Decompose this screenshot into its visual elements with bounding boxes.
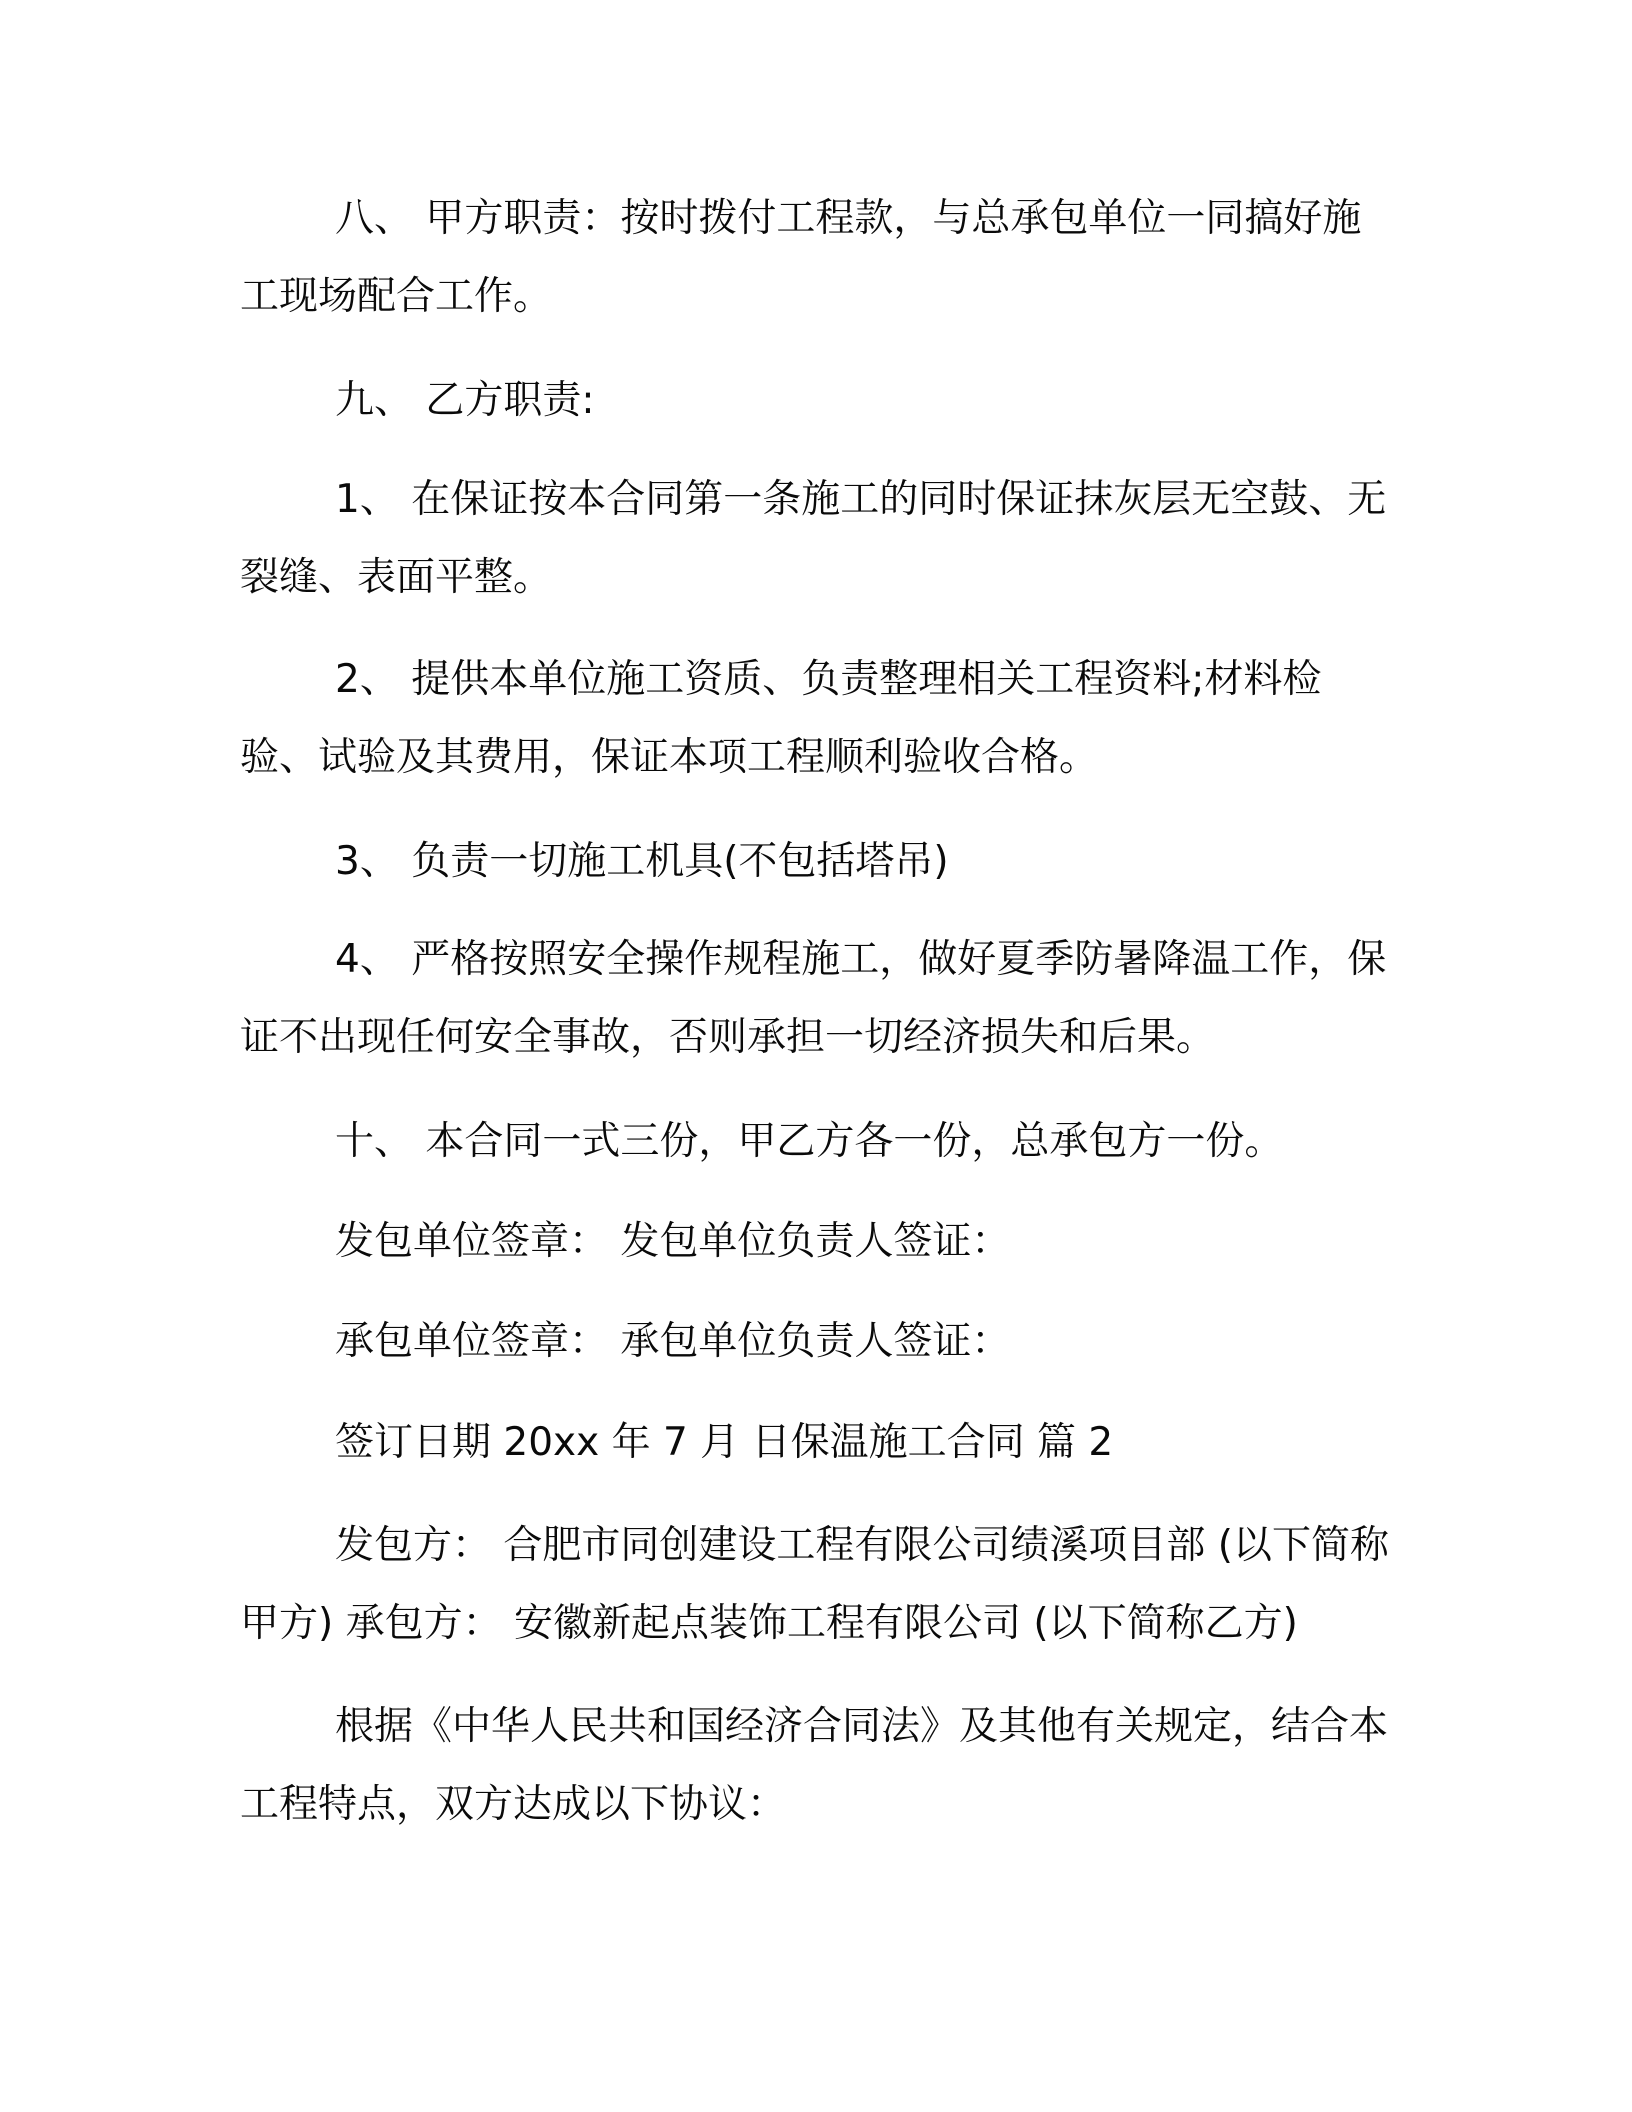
- clause-9-item-3: 3、 负责一切施工机具(不包括塔吊): [335, 839, 949, 884]
- clause-10-copies: 十、 本合同一式三份，甲乙方各一份，总承包方一份。: [335, 1119, 1284, 1164]
- signing-date-line: 签订日期 20xx 年 7 月 日保温施工合同 篇 2: [335, 1420, 1114, 1465]
- clause-9-item-4: 4、 严格按照安全操作规程施工，做好夏季防暑降温工作，保证不出现任何安全事故，否则承担一切经济损失和后果。: [240, 937, 1387, 1060]
- clause-9-item-2: 2、 提供本单位施工资质、负责整理相关工程资料;材料检验、试验及其费用，保证本项工程顺利验收合格。: [240, 657, 1322, 780]
- legal-basis-paragraph: 根据《中华人民共和国经济合同法》及其他有关规定，结合本工程特点，双方达成以下协议：: [240, 1704, 1389, 1827]
- clause-9-party-b-duties-heading: 九、 乙方职责:: [335, 378, 595, 423]
- clause-8-party-a-duties: 八、 甲方职责：按时拨付工程款，与总承包单位一同搞好施工现场配合工作。: [240, 196, 1362, 319]
- contractor-signature-line: 承包单位签章： 承包单位负责人签证：: [335, 1319, 1011, 1364]
- employer-signature-line: 发包单位签章： 发包单位负责人签证：: [335, 1219, 1011, 1264]
- parties-paragraph: 发包方： 合肥市同创建设工程有限公司绩溪项目部 (以下简称甲方) 承包方： 安徽新起点装饰工程有限公司 (以下简称乙方): [240, 1523, 1390, 1646]
- clause-9-item-1: 1、 在保证按本合同第一条施工的同时保证抹灰层无空鼓、无裂缝、表面平整。: [240, 477, 1387, 600]
